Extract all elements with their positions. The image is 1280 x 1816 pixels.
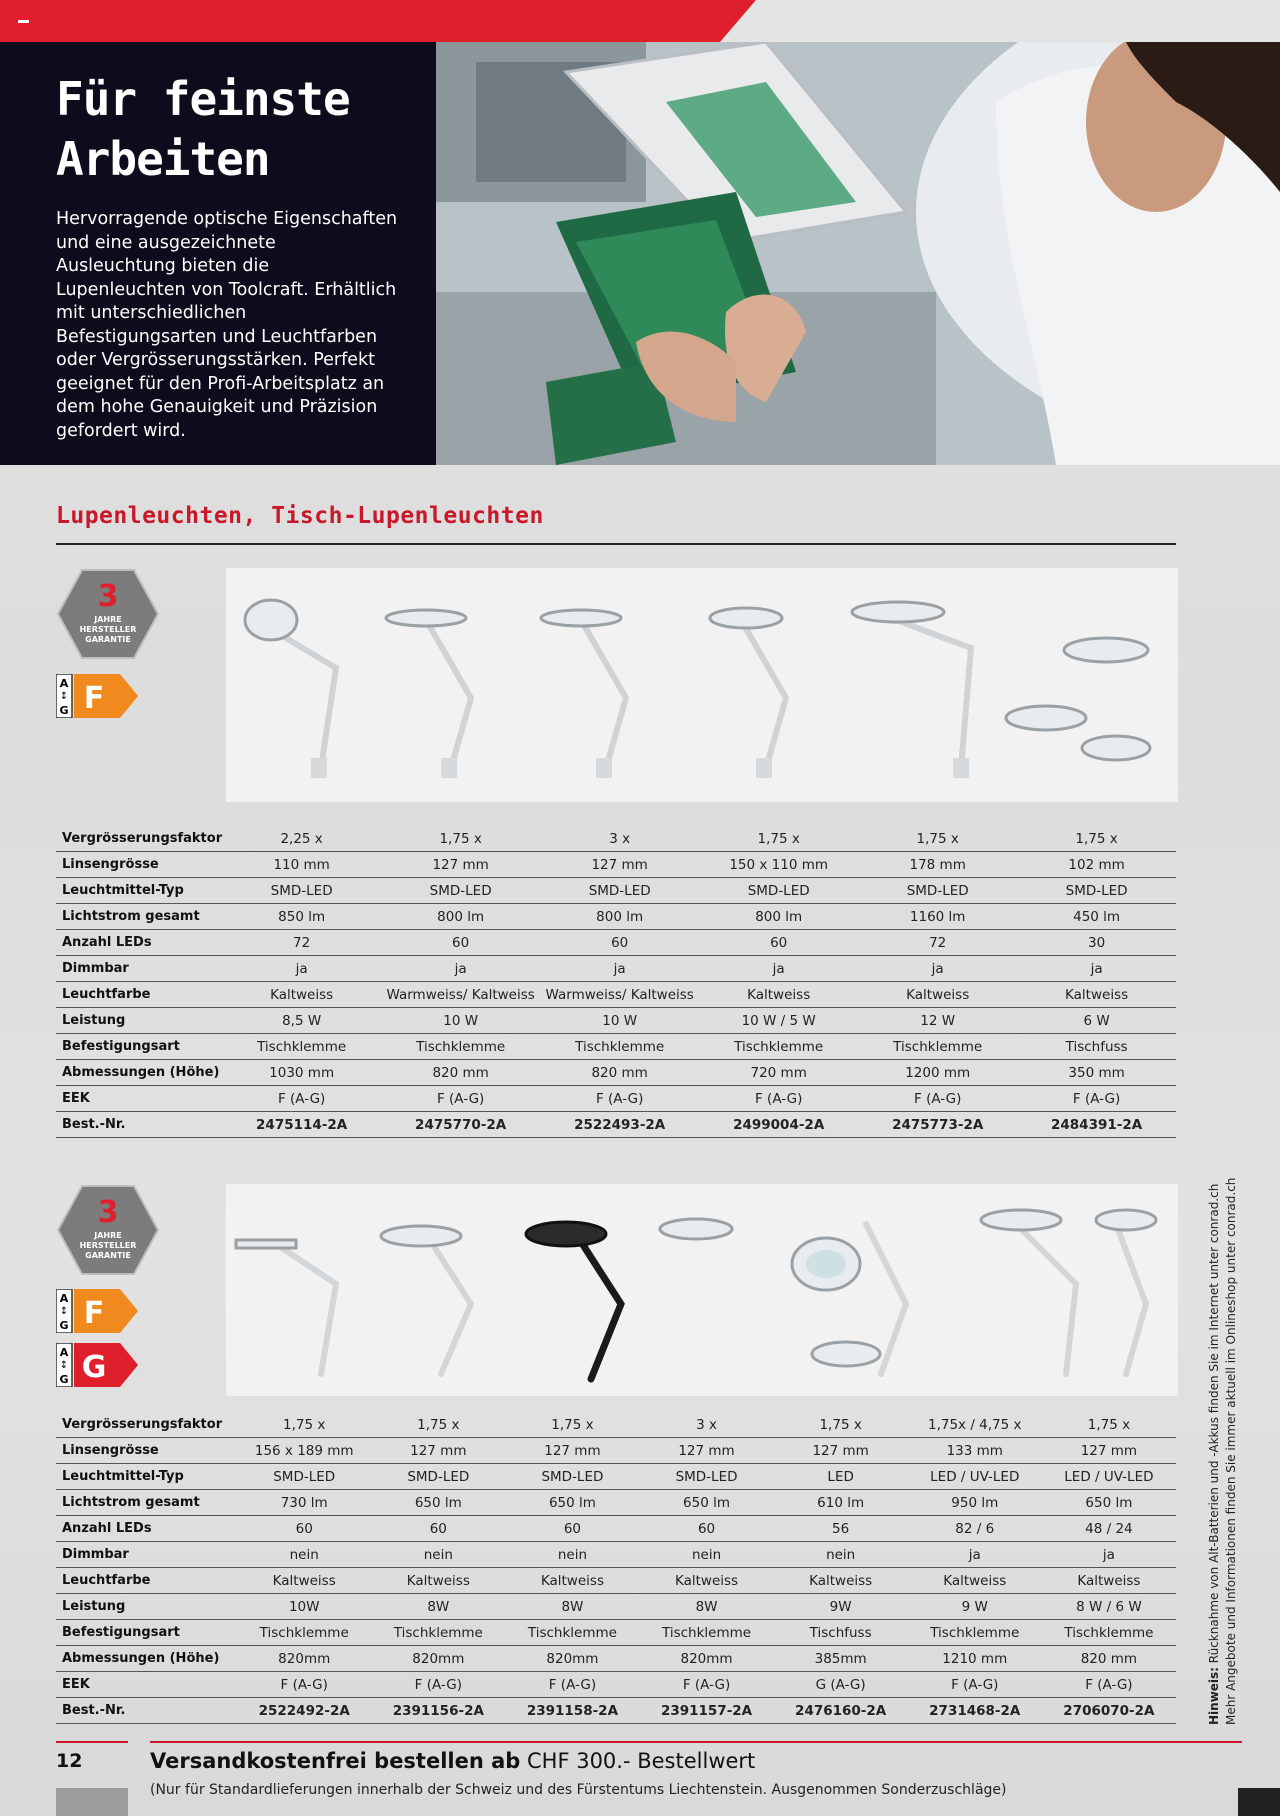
spec-cell: nein bbox=[639, 1542, 773, 1568]
spec-label: Vergrösserungsfaktor bbox=[56, 1412, 237, 1438]
spec-cell: 9W bbox=[774, 1594, 908, 1620]
spec-cell: Tischklemme bbox=[237, 1620, 371, 1646]
svg-text:A: A bbox=[59, 1346, 69, 1359]
hero-photo bbox=[436, 42, 1280, 465]
svg-text:G: G bbox=[59, 1373, 69, 1386]
side-note-line1: Rücknahme von Alt-Batterien und -Akkus finden Sie im Internet unter conrad.ch bbox=[1207, 1183, 1221, 1668]
spec-cell: Tischklemme bbox=[858, 1034, 1017, 1060]
footer-grey-block bbox=[56, 1788, 128, 1816]
spec-cell: F (A-G) bbox=[699, 1086, 858, 1112]
technician-with-magnifier-image bbox=[436, 42, 1280, 465]
spec-label: Abmessungen (Höhe) bbox=[56, 1646, 237, 1672]
spec-cell: ja bbox=[540, 956, 699, 982]
spec-cell: ja bbox=[908, 1542, 1042, 1568]
spec-cell: LED / UV-LED bbox=[908, 1464, 1042, 1490]
side-note-label: Hinweis: bbox=[1207, 1667, 1221, 1725]
spec-row bbox=[56, 878, 1176, 904]
warranty-hexagon-icon bbox=[56, 568, 160, 660]
spec-cell: LED bbox=[774, 1464, 908, 1490]
spec-cell: 8,5 W bbox=[222, 1008, 381, 1034]
spec-row bbox=[56, 1542, 1176, 1568]
spec-cell: SMD-LED bbox=[371, 1464, 505, 1490]
spec-cell: SMD-LED bbox=[237, 1464, 371, 1490]
spec-cell: 127 mm bbox=[505, 1438, 639, 1464]
spec-cell: 8W bbox=[505, 1594, 639, 1620]
spec-row bbox=[56, 1516, 1176, 1542]
spec-cell: 820 mm bbox=[381, 1060, 540, 1086]
svg-text:HERSTELLER: HERSTELLER bbox=[79, 1241, 137, 1250]
spec-cell: 6 W bbox=[1017, 1008, 1176, 1034]
spec-cell: 127 mm bbox=[540, 852, 699, 878]
spec-cell: Tischklemme bbox=[222, 1034, 381, 1060]
spec-cell: 72 bbox=[858, 930, 1017, 956]
spec-cell: SMD-LED bbox=[699, 878, 858, 904]
spec-cell: 1,75 x bbox=[1042, 1412, 1176, 1438]
svg-text:G: G bbox=[81, 1350, 107, 1385]
spec-label: Befestigungsart bbox=[56, 1034, 222, 1060]
spec-cell: 127 mm bbox=[774, 1438, 908, 1464]
spec-cell: Kaltweiss bbox=[908, 1568, 1042, 1594]
spec-cell: LED / UV-LED bbox=[1042, 1464, 1176, 1490]
spec-cell: F (A-G) bbox=[381, 1086, 540, 1112]
svg-text:JAHRE: JAHRE bbox=[94, 1231, 122, 1240]
spec-cell: 60 bbox=[371, 1516, 505, 1542]
lamp-products-image-2 bbox=[226, 1184, 1178, 1396]
spec-cell: Tischklemme bbox=[908, 1620, 1042, 1646]
footer-rule-left bbox=[56, 1741, 128, 1743]
spec-row bbox=[56, 956, 1176, 982]
spec-cell: 1,75 x bbox=[381, 826, 540, 852]
spec-cell: 30 bbox=[1017, 930, 1176, 956]
spec-cell: G (A-G) bbox=[774, 1672, 908, 1698]
spec-cell: Warmweiss/ Kaltweiss bbox=[540, 982, 699, 1008]
spec-table-2 bbox=[56, 1412, 1176, 1724]
spec-cell: 2731468-2A bbox=[908, 1698, 1042, 1724]
spec-cell: Tischklemme bbox=[381, 1034, 540, 1060]
shipping-footnote: (Nur für Standardlieferungen innerhalb der Schweiz und des Fürstentums Liechtenstein. Ausgenommen Sonderzuschläge) bbox=[150, 1782, 1007, 1798]
warranty-line3: GARANTIE bbox=[85, 635, 131, 644]
spec-cell: SMD-LED bbox=[858, 878, 1017, 904]
spec-table-1 bbox=[56, 826, 1176, 1138]
spec-row bbox=[56, 1594, 1176, 1620]
spec-cell: SMD-LED bbox=[639, 1464, 773, 1490]
spec-label: Anzahl LEDs bbox=[56, 930, 222, 956]
spec-cell: Tischklemme bbox=[505, 1620, 639, 1646]
svg-text:↕: ↕ bbox=[59, 691, 69, 702]
spec-cell: Kaltweiss bbox=[237, 1568, 371, 1594]
warranty-badge bbox=[56, 568, 160, 660]
spec-label: Vergrösserungsfaktor bbox=[56, 826, 222, 852]
spec-cell: 820 mm bbox=[540, 1060, 699, 1086]
spec-label: Lichtstrom gesamt bbox=[56, 904, 222, 930]
energy-label-f bbox=[56, 674, 140, 718]
spec-label: Leuchtfarbe bbox=[56, 982, 222, 1008]
spec-label: Leistung bbox=[56, 1594, 237, 1620]
spec-cell: 133 mm bbox=[908, 1438, 1042, 1464]
spec-cell: 385mm bbox=[774, 1646, 908, 1672]
spec-label: Best.-Nr. bbox=[56, 1112, 222, 1138]
spec-cell: 1,75 x bbox=[699, 826, 858, 852]
spec-cell: 10 W / 5 W bbox=[699, 1008, 858, 1034]
spec-cell: 10W bbox=[237, 1594, 371, 1620]
spec-cell: 610 lm bbox=[774, 1490, 908, 1516]
spec-cell: Tischklemme bbox=[540, 1034, 699, 1060]
spec-row bbox=[56, 904, 1176, 930]
spec-cell: 650 lm bbox=[505, 1490, 639, 1516]
energy-label-f-2 bbox=[56, 1289, 140, 1333]
shipping-offer-rest: CHF 300.- Bestellwert bbox=[520, 1749, 756, 1773]
spec-label: Dimmbar bbox=[56, 956, 222, 982]
spec-cell: 56 bbox=[774, 1516, 908, 1542]
spec-cell: F (A-G) bbox=[505, 1672, 639, 1698]
spec-cell: 720 mm bbox=[699, 1060, 858, 1086]
spec-cell: Kaltweiss bbox=[222, 982, 381, 1008]
spec-cell: 2522493-2A bbox=[540, 1112, 699, 1138]
spec-cell: 2484391-2A bbox=[1017, 1112, 1176, 1138]
spec-cell: 3 x bbox=[639, 1412, 773, 1438]
spec-cell: ja bbox=[381, 956, 540, 982]
hero-title bbox=[56, 70, 350, 190]
spec-cell: 72 bbox=[222, 930, 381, 956]
spec-row bbox=[56, 1438, 1176, 1464]
svg-text:↕: ↕ bbox=[59, 1306, 69, 1317]
spec-cell: 1,75 x bbox=[774, 1412, 908, 1438]
spec-cell: F (A-G) bbox=[858, 1086, 1017, 1112]
spec-cell: 127 mm bbox=[371, 1438, 505, 1464]
spec-cell: 850 lm bbox=[222, 904, 381, 930]
spec-label: Leistung bbox=[56, 1008, 222, 1034]
spec-cell: 820mm bbox=[237, 1646, 371, 1672]
spec-cell: nein bbox=[371, 1542, 505, 1568]
top-accent-strip bbox=[0, 0, 720, 42]
spec-cell: 8W bbox=[639, 1594, 773, 1620]
spec-cell: 2475770-2A bbox=[381, 1112, 540, 1138]
energy-class-f-icon bbox=[56, 1289, 140, 1333]
spec-row bbox=[56, 1034, 1176, 1060]
spec-cell: ja bbox=[1042, 1542, 1176, 1568]
spec-label: EEK bbox=[56, 1086, 222, 1112]
spec-cell: 350 mm bbox=[1017, 1060, 1176, 1086]
warranty-years: 3 bbox=[97, 579, 119, 614]
spec-cell: 800 lm bbox=[540, 904, 699, 930]
spec-cell: ja bbox=[699, 956, 858, 982]
spec-cell: 3 x bbox=[540, 826, 699, 852]
spec-cell: F (A-G) bbox=[1017, 1086, 1176, 1112]
spec-cell: 820mm bbox=[639, 1646, 773, 1672]
spec-cell: 48 / 24 bbox=[1042, 1516, 1176, 1542]
spec-cell: 950 lm bbox=[908, 1490, 1042, 1516]
spec-cell: 1200 mm bbox=[858, 1060, 1017, 1086]
lamp-products-image-1 bbox=[226, 568, 1178, 802]
spec-cell: Tischklemme bbox=[699, 1034, 858, 1060]
spec-cell: 1,75 x bbox=[1017, 826, 1176, 852]
spec-cell: 450 lm bbox=[1017, 904, 1176, 930]
spec-cell: Kaltweiss bbox=[505, 1568, 639, 1594]
spec-cell: SMD-LED bbox=[222, 878, 381, 904]
section-divider bbox=[56, 543, 1176, 545]
spec-cell: 1,75 x bbox=[505, 1412, 639, 1438]
spec-cell: 650 lm bbox=[639, 1490, 773, 1516]
spec-cell: ja bbox=[1017, 956, 1176, 982]
spec-cell: 60 bbox=[699, 930, 858, 956]
spec-cell: 2499004-2A bbox=[699, 1112, 858, 1138]
spec-cell: 110 mm bbox=[222, 852, 381, 878]
spec-row bbox=[56, 1672, 1176, 1698]
spec-cell: 820mm bbox=[505, 1646, 639, 1672]
spec-cell: SMD-LED bbox=[1017, 878, 1176, 904]
spec-cell: ja bbox=[222, 956, 381, 982]
spec-row bbox=[56, 826, 1176, 852]
spec-cell: 156 x 189 mm bbox=[237, 1438, 371, 1464]
svg-text:GARANTIE: GARANTIE bbox=[85, 1251, 131, 1260]
spec-cell: SMD-LED bbox=[505, 1464, 639, 1490]
spec-cell: 800 lm bbox=[699, 904, 858, 930]
shipping-offer-bold: Versandkostenfrei bestellen ab bbox=[150, 1749, 521, 1773]
spec-label: Leuchtmittel-Typ bbox=[56, 878, 222, 904]
warranty-line2: HERSTELLER bbox=[79, 625, 137, 634]
spec-row bbox=[56, 1086, 1176, 1112]
flag-icon bbox=[18, 16, 29, 27]
spec-cell: 178 mm bbox=[858, 852, 1017, 878]
side-note-line2: Mehr Angebote und Informationen finden Sie immer aktuell im Onlineshop unter conrad.ch bbox=[1224, 1177, 1238, 1725]
spec-cell: 1,75 x bbox=[371, 1412, 505, 1438]
spec-cell: 2475114-2A bbox=[222, 1112, 381, 1138]
svg-text:F: F bbox=[83, 1296, 105, 1331]
side-note bbox=[1206, 1178, 1240, 1725]
svg-text:G: G bbox=[59, 704, 69, 717]
spec-cell: Tischfuss bbox=[1017, 1034, 1176, 1060]
spec-label: EEK bbox=[56, 1672, 237, 1698]
spec-cell: 8W bbox=[371, 1594, 505, 1620]
spec-cell: F (A-G) bbox=[222, 1086, 381, 1112]
product-photos-row-2 bbox=[226, 1184, 1178, 1396]
spec-row bbox=[56, 1698, 1176, 1724]
spec-cell: SMD-LED bbox=[540, 878, 699, 904]
spec-cell: F (A-G) bbox=[540, 1086, 699, 1112]
spec-cell: 60 bbox=[540, 930, 699, 956]
spec-cell: 2706070-2A bbox=[1042, 1698, 1176, 1724]
warranty-line1: JAHRE bbox=[94, 615, 122, 624]
hero-title-line2: Arbeiten bbox=[56, 131, 270, 186]
shipping-offer bbox=[150, 1749, 755, 1773]
spec-row bbox=[56, 930, 1176, 956]
spec-row bbox=[56, 1490, 1176, 1516]
spec-cell: 1,75 x bbox=[858, 826, 1017, 852]
spec-cell: Kaltweiss bbox=[1017, 982, 1176, 1008]
energy-class-f-icon bbox=[56, 674, 140, 718]
spec-cell: 60 bbox=[505, 1516, 639, 1542]
svg-text:G: G bbox=[59, 1319, 69, 1332]
spec-label: Best.-Nr. bbox=[56, 1698, 237, 1724]
spec-row bbox=[56, 1060, 1176, 1086]
hero-title-line1: Für feinste bbox=[56, 72, 350, 126]
spec-cell: 60 bbox=[381, 930, 540, 956]
spec-label: Linsengrösse bbox=[56, 852, 222, 878]
spec-row bbox=[56, 852, 1176, 878]
energy-label-g bbox=[56, 1343, 140, 1387]
footer-dark-block bbox=[1238, 1788, 1280, 1816]
warranty-hexagon-icon bbox=[56, 1184, 160, 1276]
spec-cell: 127 mm bbox=[639, 1438, 773, 1464]
spec-cell: Warmweiss/ Kaltweiss bbox=[381, 982, 540, 1008]
spec-cell: nein bbox=[774, 1542, 908, 1568]
spec-cell: 2391158-2A bbox=[505, 1698, 639, 1724]
spec-cell: 2522492-2A bbox=[237, 1698, 371, 1724]
spec-cell: 102 mm bbox=[1017, 852, 1176, 878]
spec-cell: 1030 mm bbox=[222, 1060, 381, 1086]
spec-cell: 10 W bbox=[540, 1008, 699, 1034]
spec-label: Lichtstrom gesamt bbox=[56, 1490, 237, 1516]
spec-cell: F (A-G) bbox=[908, 1672, 1042, 1698]
svg-text:3: 3 bbox=[97, 1195, 119, 1230]
spec-cell: F (A-G) bbox=[1042, 1672, 1176, 1698]
spec-cell: 650 lm bbox=[371, 1490, 505, 1516]
spec-cell: Tischklemme bbox=[639, 1620, 773, 1646]
spec-cell: Kaltweiss bbox=[1042, 1568, 1176, 1594]
svg-text:A: A bbox=[59, 1292, 69, 1305]
spec-cell: 2391157-2A bbox=[639, 1698, 773, 1724]
spec-label: Befestigungsart bbox=[56, 1620, 237, 1646]
hero-description: Hervorragende optische Eigenschaften und eine ausgezeichnete Ausleuchtung bieten die Lupenleuchten von Toolcraft. Erhältlich mit unterschiedlichen Befestigungsarten und Leuchtfarben oder Vergrösserungsstärken. Perfekt geeignet für den Profi-Arbeitsplatz an dem hohe Genauigkeit und Präzision gefordert wird. bbox=[56, 209, 398, 441]
spec-cell: 1160 lm bbox=[858, 904, 1017, 930]
spec-cell: ja bbox=[858, 956, 1017, 982]
spec-cell: F (A-G) bbox=[237, 1672, 371, 1698]
spec-cell: 2391156-2A bbox=[371, 1698, 505, 1724]
spec-row bbox=[56, 1112, 1176, 1138]
spec-cell: 127 mm bbox=[381, 852, 540, 878]
spec-cell: nein bbox=[237, 1542, 371, 1568]
spec-cell: 820 mm bbox=[1042, 1646, 1176, 1672]
spec-cell: Tischfuss bbox=[774, 1620, 908, 1646]
spec-cell: 60 bbox=[639, 1516, 773, 1542]
spec-cell: 127 mm bbox=[1042, 1438, 1176, 1464]
spec-cell: 2476160-2A bbox=[774, 1698, 908, 1724]
spec-cell: Kaltweiss bbox=[371, 1568, 505, 1594]
spec-cell: 1210 mm bbox=[908, 1646, 1042, 1672]
spec-row bbox=[56, 1008, 1176, 1034]
svg-text:F: F bbox=[83, 681, 105, 716]
spec-cell: 2475773-2A bbox=[858, 1112, 1017, 1138]
spec-cell: 650 lm bbox=[1042, 1490, 1176, 1516]
spec-cell: Kaltweiss bbox=[858, 982, 1017, 1008]
spec-cell: 12 W bbox=[858, 1008, 1017, 1034]
spec-row bbox=[56, 1568, 1176, 1594]
spec-cell: 9 W bbox=[908, 1594, 1042, 1620]
svg-text:↕: ↕ bbox=[59, 1360, 69, 1371]
warranty-badge-2 bbox=[56, 1184, 160, 1276]
spec-cell: 60 bbox=[237, 1516, 371, 1542]
spec-cell: 8 W / 6 W bbox=[1042, 1594, 1176, 1620]
spec-row bbox=[56, 982, 1176, 1008]
spec-cell: 820mm bbox=[371, 1646, 505, 1672]
spec-cell: Tischklemme bbox=[371, 1620, 505, 1646]
spec-cell: 800 lm bbox=[381, 904, 540, 930]
spec-cell: 730 lm bbox=[237, 1490, 371, 1516]
spec-label: Abmessungen (Höhe) bbox=[56, 1060, 222, 1086]
spec-label: Anzahl LEDs bbox=[56, 1516, 237, 1542]
spec-cell: SMD-LED bbox=[381, 878, 540, 904]
spec-cell: 10 W bbox=[381, 1008, 540, 1034]
spec-cell: 2,25 x bbox=[222, 826, 381, 852]
spec-row bbox=[56, 1620, 1176, 1646]
product-photos-row-1 bbox=[226, 568, 1178, 802]
spec-cell: Kaltweiss bbox=[699, 982, 858, 1008]
spec-cell: Kaltweiss bbox=[639, 1568, 773, 1594]
spec-cell: 1,75x / 4,75 x bbox=[908, 1412, 1042, 1438]
page-number: 12 bbox=[56, 1750, 83, 1772]
spec-cell: 1,75 x bbox=[237, 1412, 371, 1438]
spec-row bbox=[56, 1646, 1176, 1672]
spec-cell: nein bbox=[505, 1542, 639, 1568]
spec-cell: 150 x 110 mm bbox=[699, 852, 858, 878]
spec-cell: F (A-G) bbox=[639, 1672, 773, 1698]
spec-label: Dimmbar bbox=[56, 1542, 237, 1568]
svg-text:A: A bbox=[59, 677, 69, 690]
spec-label: Linsengrösse bbox=[56, 1438, 237, 1464]
footer-rule bbox=[150, 1741, 1242, 1743]
energy-class-g-icon bbox=[56, 1343, 140, 1387]
spec-cell: 82 / 6 bbox=[908, 1516, 1042, 1542]
spec-cell: F (A-G) bbox=[371, 1672, 505, 1698]
spec-cell: Kaltweiss bbox=[774, 1568, 908, 1594]
spec-label: Leuchtmittel-Typ bbox=[56, 1464, 237, 1490]
spec-row bbox=[56, 1464, 1176, 1490]
spec-cell: Tischklemme bbox=[1042, 1620, 1176, 1646]
spec-row bbox=[56, 1412, 1176, 1438]
section-title: Lupenleuchten, Tisch-Lupenleuchten bbox=[56, 503, 544, 529]
spec-label: Leuchtfarbe bbox=[56, 1568, 237, 1594]
